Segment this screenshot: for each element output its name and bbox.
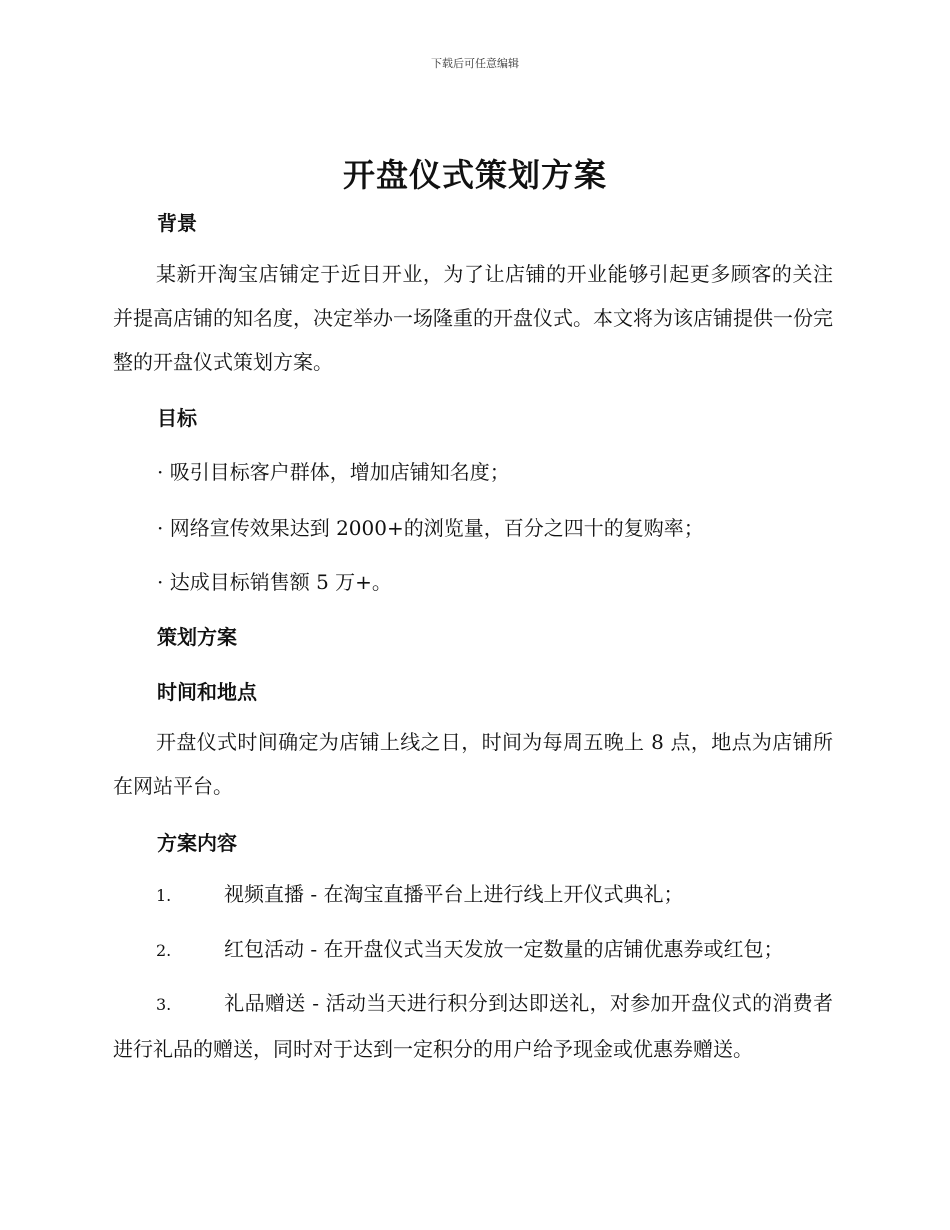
section-heading-content: 方案内容: [157, 831, 237, 855]
item-text: 礼品赠送 - 活动当天进行积分到达即送礼，对参加开盘仪式的消费者进行礼品的赠送，同时对于达到一定积分的用户给予现金或优惠券赠送。: [113, 991, 833, 1061]
content-item-2: [113, 927, 833, 973]
section-heading-background: 背景: [157, 211, 197, 235]
item-text: 红包活动 - 在开盘仪式当天发放一定数量的店铺优惠券或红包；: [224, 937, 784, 961]
content-item-1: [113, 872, 833, 918]
section-heading-plan: 策划方案: [157, 625, 237, 649]
item-number: 3.: [156, 995, 172, 1014]
goal-bullet-1: · 吸引目标客户群体，增加店铺知名度；: [157, 460, 510, 484]
section-heading-goals: 目标: [157, 406, 197, 430]
item-number: 2.: [156, 941, 172, 960]
item-number: 1.: [156, 886, 172, 905]
goal-bullet-2: · 网络宣传效果达到 2000+的浏览量，百分之四十的复购率；: [157, 516, 704, 540]
section-heading-time-place: 时间和地点: [157, 680, 257, 704]
goal-bullet-3: · 达成目标销售额 5 万+。: [157, 570, 392, 594]
background-paragraph: 某新开淘宝店铺定于近日开业，为了让店铺的开业能够引起更多顾客的关注并提高店铺的知名度，决定举办一场隆重的开盘仪式。本文将为该店铺提供一份完整的开盘仪式策划方案。: [113, 262, 833, 374]
document-title: 开盘仪式策划方案: [342, 156, 607, 194]
header-note: 下载后可任意编辑: [431, 57, 519, 70]
content-item-3: [113, 981, 833, 1071]
item-text: 视频直播 - 在淘宝直播平台上进行线上开仪式典礼；: [224, 882, 684, 906]
time-place-paragraph: 开盘仪式时间确定为店铺上线之日，时间为每周五晚上 8 点，地点为店铺所在网站平台。: [113, 730, 833, 798]
